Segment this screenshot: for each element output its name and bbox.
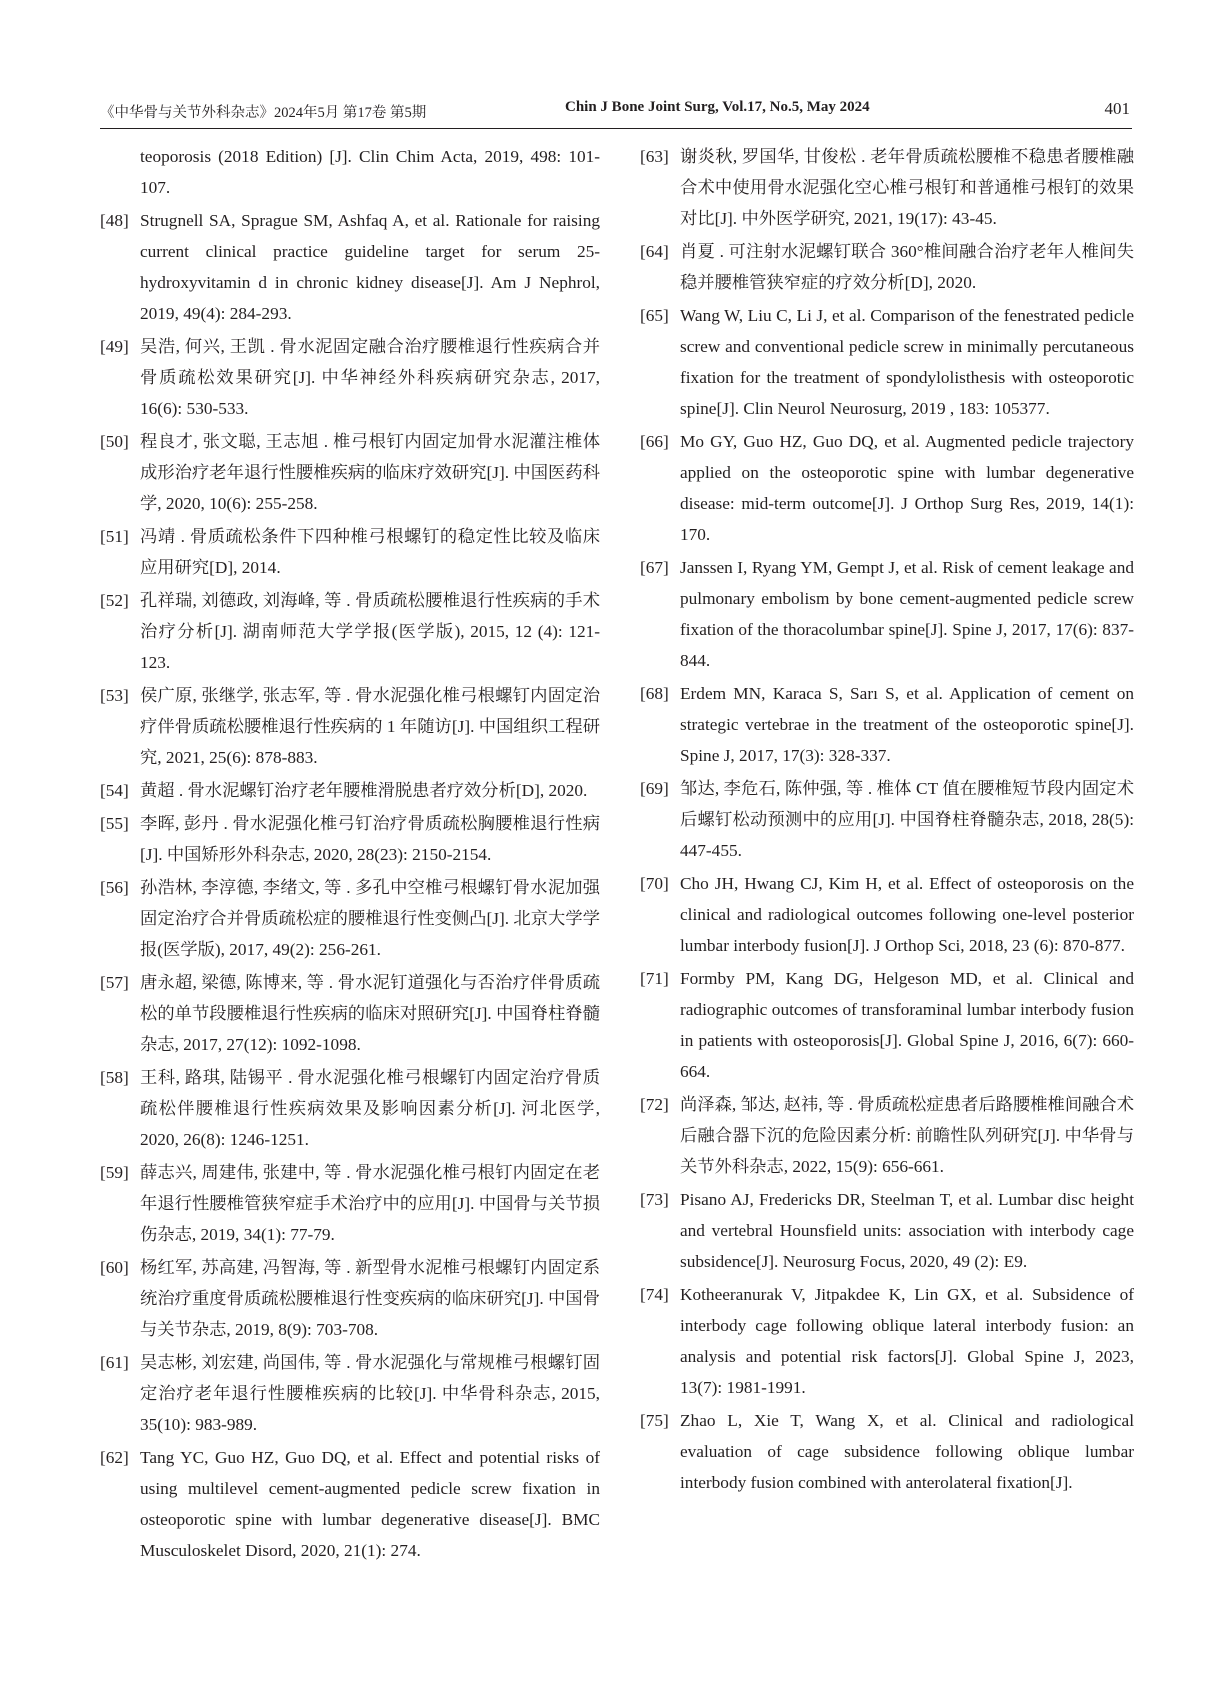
reference-number: [57] [100, 973, 129, 992]
reference-item [100, 1062, 600, 1155]
reference-number: [53] [100, 686, 129, 705]
references-right-column [640, 141, 1134, 1500]
reference-number: [68] [640, 684, 669, 703]
running-header [100, 97, 1132, 121]
reference-text: Janssen I, Ryang YM, Gempt J, et al. Risk of cement leakage and pulmonary embolism by bone cement-augmented pedicle screw fixation of the thoracolumbar spine[J]. Spine J, 2017, 17(6): 837-844. [680, 558, 1134, 670]
reference-item [100, 585, 600, 678]
journal-title-en: Chin J Bone Joint Surg, Vol.17, No.5, May 2024 [565, 99, 870, 115]
reference-item [640, 678, 1134, 771]
reference-item [100, 521, 600, 583]
reference-item [640, 1089, 1134, 1182]
reference-text: 肖夏 . 可注射水泥螺钉联合 360°椎间融合治疗老年人椎间失稳并腰椎管狭窄症的疗效分析[D], 2020. [680, 242, 1134, 292]
reference-item [100, 1157, 600, 1250]
reference-number: [49] [100, 337, 129, 356]
reference-text: 冯靖 . 骨质疏松条件下四种椎弓根螺钉的稳定性比较及临床应用研究[D], 2014. [140, 527, 600, 577]
reference-text: 吴浩, 何兴, 王凯 . 骨水泥固定融合治疗腰椎退行性疾病合并骨质疏松效果研究[J]. 中华神经外科疾病研究杂志, 2017, 16(6): 530-533. [140, 337, 600, 418]
reference-number: [51] [100, 527, 129, 546]
reference-number: [67] [640, 558, 669, 577]
reference-item [640, 1184, 1134, 1277]
reference-number: [75] [640, 1411, 669, 1430]
reference-text: 程良才, 张文聪, 王志旭 . 椎弓根钉内固定加骨水泥灌注椎体成形治疗老年退行性腰椎疾病的临床疗效研究[J]. 中国医药科学, 2020, 10(6): 255-258. [140, 432, 600, 513]
reference-item [100, 141, 600, 203]
reference-text: teoporosis (2018 Edition) [J]. Clin Chim Acta, 2019, 498: 101-107. [140, 147, 600, 197]
reference-text: 黄超 . 骨水泥螺钉治疗老年腰椎滑脱患者疗效分析[D], 2020. [140, 781, 588, 800]
reference-number: [56] [100, 878, 129, 897]
reference-text: 王科, 路琪, 陆锡平 . 骨水泥强化椎弓根螺钉内固定治疗骨质疏松伴腰椎退行性疾病效果及影响因素分析[J]. 河北医学, 2020, 26(8): 1246-1251. [140, 1068, 600, 1149]
reference-number: [52] [100, 591, 129, 610]
reference-number: [73] [640, 1190, 669, 1209]
reference-item [100, 680, 600, 773]
reference-text: 李晖, 彭丹 . 骨水泥强化椎弓钉治疗骨质疏松胸腰椎退行性病[J]. 中国矫形外科杂志, 2020, 28(23): 2150-2154. [140, 814, 600, 864]
reference-item [640, 236, 1134, 298]
reference-number: [61] [100, 1353, 129, 1372]
reference-item [100, 426, 600, 519]
reference-item [640, 868, 1134, 961]
reference-item [100, 205, 600, 329]
reference-number: [54] [100, 781, 129, 800]
reference-number: [64] [640, 242, 669, 261]
reference-text: 谢炎秋, 罗国华, 甘俊松 . 老年骨质疏松腰椎不稳患者腰椎融合术中使用骨水泥强化空心椎弓根钉和普通椎弓根钉的效果对比[J]. 中外医学研究, 2021, 19(17): 43-45. [680, 147, 1134, 228]
reference-number: [63] [640, 147, 669, 166]
reference-text: 杨红军, 苏高建, 冯智海, 等 . 新型骨水泥椎弓根螺钉内固定系统治疗重度骨质疏松腰椎退行性变疾病的临床研究[J]. 中国骨与关节杂志, 2019, 8(9): 703-708. [140, 1258, 600, 1339]
reference-item [640, 963, 1134, 1087]
reference-number: [50] [100, 432, 129, 451]
reference-text: Mo GY, Guo HZ, Guo DQ, et al. Augmented pedicle trajectory applied on the osteoporotic spine with lumbar degenerative disease: mid-term outcome[J]. J Orthop Surg Res, 2019, 14(1): 170. [680, 432, 1134, 544]
reference-text: 邹达, 李危石, 陈仲强, 等 . 椎体 CT 值在腰椎短节段内固定术后螺钉松动预测中的应用[J]. 中国脊柱脊髓杂志, 2018, 28(5): 447-455. [680, 779, 1134, 860]
reference-item [640, 1279, 1134, 1403]
reference-text: 孙浩林, 李淳德, 李绪文, 等 . 多孔中空椎弓根螺钉骨水泥加强固定治疗合并骨质疏松症的腰椎退行性变侧凸[J]. 北京大学学报(医学版), 2017, 49(2): 256-261. [140, 878, 600, 959]
reference-item [100, 1252, 600, 1345]
reference-number: [48] [100, 211, 129, 230]
reference-number: [65] [640, 306, 669, 325]
reference-item [640, 1405, 1134, 1498]
reference-number: [72] [640, 1095, 669, 1114]
reference-number: [59] [100, 1163, 129, 1182]
reference-text: 唐永超, 梁德, 陈博来, 等 . 骨水泥钉道强化与否治疗伴骨质疏松的单节段腰椎退行性疾病的临床对照研究[J]. 中国脊柱脊髓杂志, 2017, 27(12): 1092-1098. [140, 973, 600, 1054]
references-left-column [100, 141, 600, 1568]
reference-text: Kotheeranurak V, Jitpakdee K, Lin GX, et al. Subsidence of interbody cage following oblique lateral interbody fusion: an analysis and potential risk factors[J]. Global Spine J, 2023, 13(7): 1981-1991. [680, 1285, 1134, 1397]
reference-number: [69] [640, 779, 669, 798]
reference-number: [60] [100, 1258, 129, 1277]
reference-item [100, 775, 600, 806]
reference-item [640, 426, 1134, 550]
reference-text: Pisano AJ, Fredericks DR, Steelman T, et al. Lumbar disc height and vertebral Hounsfield units: association with interbody cage subsidence[J]. Neurosurg Focus, 2020, 49 (2): E9. [680, 1190, 1134, 1271]
reference-text: Cho JH, Hwang CJ, Kim H, et al. Effect of osteoporosis on the clinical and radiological outcomes following one-level posterior lumbar interbody fusion[J]. J Orthop Sci, 2018, 23 (6): 870-877. [680, 874, 1134, 955]
reference-text: 侯广原, 张继学, 张志军, 等 . 骨水泥强化椎弓根螺钉内固定治疗伴骨质疏松腰椎退行性疾病的 1 年随访[J]. 中国组织工程研究, 2021, 25(6): 878-883. [140, 686, 600, 767]
reference-item [640, 552, 1134, 676]
reference-number: [55] [100, 814, 129, 833]
reference-number: [58] [100, 1068, 129, 1087]
reference-text: Tang YC, Guo HZ, Guo DQ, et al. Effect and potential risks of using multilevel cement-augmented pedicle screw fixation in osteoporotic spine with lumbar degenerative disease[J]. BMC Musculoskelet Disord, 2020, 21(1): 274. [140, 1448, 600, 1560]
reference-item [100, 331, 600, 424]
reference-item [640, 300, 1134, 424]
reference-number: [70] [640, 874, 669, 893]
reference-text: 吴志彬, 刘宏建, 尚国伟, 等 . 骨水泥强化与常规椎弓根螺钉固定治疗老年退行性腰椎疾病的比较[J]. 中华骨科杂志, 2015, 35(10): 983-989. [140, 1353, 600, 1434]
reference-item [100, 808, 600, 870]
reference-text: Erdem MN, Karaca S, Sarı S, et al. Application of cement on strategic vertebrae in the treatment of the osteoporotic spine[J]. Spine J, 2017, 17(3): 328-337. [680, 684, 1134, 765]
header-rule [100, 128, 1132, 129]
reference-text: 薛志兴, 周建伟, 张建中, 等 . 骨水泥强化椎弓根钉内固定在老年退行性腰椎管狭窄症手术治疗中的应用[J]. 中国骨与关节损伤杂志, 2019, 34(1): 77-79. [140, 1163, 600, 1244]
reference-number: [71] [640, 969, 669, 988]
reference-number: [66] [640, 432, 669, 451]
reference-item [100, 1442, 600, 1566]
reference-item [100, 872, 600, 965]
reference-text: Strugnell SA, Sprague SM, Ashfaq A, et al. Rationale for raising current clinical practice guideline target for serum 25-hydroxyvitamin d in chronic kidney disease[J]. Am J Nephrol, 2019, 49(4): 284-293. [140, 211, 600, 323]
reference-text: 孔祥瑞, 刘德政, 刘海峰, 等 . 骨质疏松腰椎退行性疾病的手术治疗分析[J]. 湖南师范大学学报(医学版), 2015, 12 (4): 121-123. [140, 591, 600, 672]
page-number: 401 [1104, 99, 1130, 118]
reference-item [640, 141, 1134, 234]
reference-item [100, 1347, 600, 1440]
reference-number: [62] [100, 1448, 129, 1467]
journal-title-cn: 《中华骨与关节外科杂志》2024年5月 第17卷 第5期 [100, 105, 427, 121]
reference-item [100, 967, 600, 1060]
reference-text: 尚泽森, 邹达, 赵祎, 等 . 骨质疏松症患者后路腰椎椎间融合术后融合器下沉的危险因素分析: 前瞻性队列研究[J]. 中华骨与关节外科杂志, 2022, 15(9): 656-661. [680, 1095, 1134, 1176]
reference-text: Wang W, Liu C, Li J, et al. Comparison of the fenestrated pedicle screw and conventional pedicle screw in minimally percutaneous fixation for the treatment of spondylolisthesis with osteoporotic spine[J]. Clin Neurol Neurosurg, 2019 , 183: 105377. [680, 306, 1134, 418]
reference-text: Zhao L, Xie T, Wang X, et al. Clinical and radiological evaluation of cage subsidence following oblique lumbar interbody fusion combined with anterolateral fixation[J]. [680, 1411, 1134, 1492]
reference-number: [74] [640, 1285, 669, 1304]
reference-text: Formby PM, Kang DG, Helgeson MD, et al. Clinical and radiographic outcomes of transforaminal lumbar interbody fusion in patients with osteoporosis[J]. Global Spine J, 2016, 6(7): 660-664. [680, 969, 1134, 1081]
reference-item [640, 773, 1134, 866]
